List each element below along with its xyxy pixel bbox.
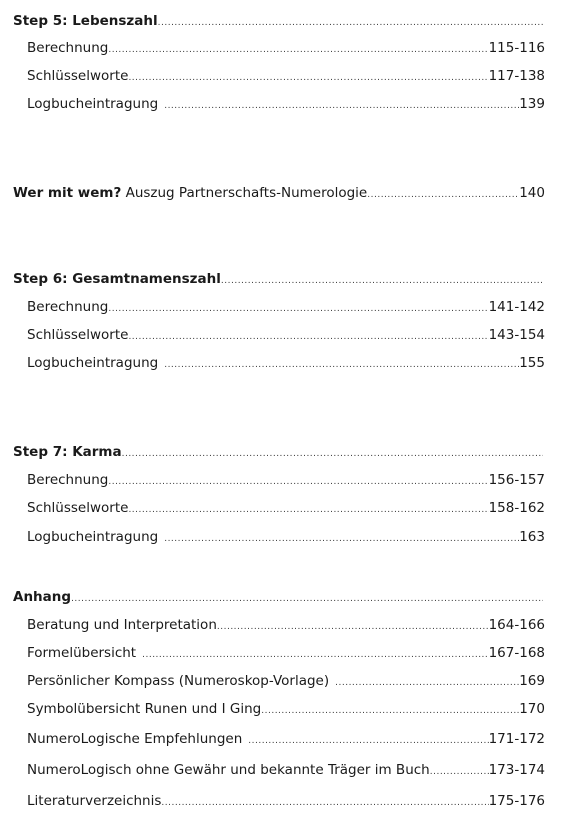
toc-entry-pages: 117-138: [488, 68, 545, 84]
toc-entry: [27, 760, 545, 780]
toc-entry-pages: 156-157: [488, 472, 545, 488]
toc-entry-title: Schlüsselworte: [27, 500, 129, 516]
dot-leader: [158, 13, 543, 33]
toc-entry-pages: 170: [519, 701, 545, 717]
toc-entry: [27, 470, 545, 490]
toc-entry-title: Beratung und Interpretation: [27, 617, 217, 633]
toc-entry-title: Symbolübersicht Runen und I Ging: [27, 701, 262, 717]
dot-leader: [71, 589, 543, 609]
toc-heading-anhang: [13, 587, 543, 607]
toc-entry-pages: 164-166: [488, 617, 545, 633]
toc-entry-title: Schlüsselworte: [27, 68, 129, 84]
toc-heading-title: Wer mit wem? Auszug Partnerschafts-Numerologie: [13, 185, 368, 201]
toc-entry-pages: 115-116: [488, 40, 545, 56]
toc-entry-pages: 163: [519, 529, 545, 545]
dot-leader: [128, 500, 488, 520]
toc-heading-title: Step 7: Karma: [13, 444, 122, 460]
dot-leader: [142, 645, 488, 665]
toc-entry-title: Formelübersicht: [27, 645, 137, 661]
toc-heading-title: Anhang: [13, 589, 72, 605]
toc-entry-pages: 169: [519, 673, 545, 689]
toc-entry-title: Schlüsselworte: [27, 327, 129, 343]
dot-leader: [161, 793, 488, 813]
toc-entry: [27, 38, 545, 58]
toc-entry: [27, 671, 545, 691]
toc-entry-pages: 141-142: [488, 299, 545, 315]
toc-entry-pages: 173-174: [488, 762, 545, 778]
dot-leader: [217, 617, 489, 637]
toc-entry: [27, 791, 545, 811]
dot-leader: [164, 529, 519, 549]
dot-leader: [128, 68, 488, 88]
toc-entry: [27, 729, 545, 749]
toc-entry-title: Logbucheintragung: [27, 96, 159, 112]
toc-entry: [27, 527, 545, 547]
toc-entry: [27, 94, 545, 114]
toc-entry: [27, 66, 545, 86]
dot-leader: [248, 731, 488, 751]
toc-entry-pages: 143-154: [488, 327, 545, 343]
toc-entry: [27, 353, 545, 373]
toc-heading-title: Step 6: Gesamtnamenszahl: [13, 271, 221, 287]
toc-entry-pages: 167-168: [488, 645, 545, 661]
toc-entry-pages: 140: [519, 185, 545, 201]
toc-entry-title: Logbucheintragung: [27, 355, 159, 371]
dot-leader: [128, 327, 488, 347]
toc-entry-title: Literaturverzeichnis: [27, 793, 162, 809]
toc-heading-partner: [13, 183, 545, 203]
dot-leader: [164, 355, 519, 375]
toc-entry-pages: 139: [519, 96, 545, 112]
dot-leader: [108, 40, 488, 60]
toc-entry-title: Berechnung: [27, 40, 109, 56]
dot-leader: [108, 472, 488, 492]
toc-entry: [27, 615, 545, 635]
dot-leader: [261, 701, 519, 721]
toc-entry-title: Persönlicher Kompass (Numeroskop-Vorlage): [27, 673, 330, 689]
toc-entry: [27, 297, 545, 317]
toc-entry: [27, 325, 545, 345]
toc-entry-pages: 175-176: [488, 793, 545, 809]
toc-heading-title: Step 5: Lebenszahl: [13, 13, 158, 29]
dot-leader: [430, 762, 489, 782]
toc-heading-step7: [13, 442, 543, 462]
toc-entry-title: NumeroLogische Empfehlungen: [27, 731, 243, 747]
dot-leader: [221, 271, 543, 291]
toc-entry: [27, 699, 545, 719]
toc-entry-title: NumeroLogisch ohne Gewähr und bekannte Träger im Buch: [27, 762, 430, 778]
toc-entry-title: Logbucheintragung: [27, 529, 159, 545]
toc-entry-title: Berechnung: [27, 472, 109, 488]
toc-entry-pages: 158-162: [488, 500, 545, 516]
toc-entry-title: Berechnung: [27, 299, 109, 315]
toc-entry: [27, 498, 545, 518]
toc-heading-step5: [13, 11, 543, 31]
dot-leader: [335, 673, 519, 693]
toc-entry-pages: 155: [519, 355, 545, 371]
dot-leader: [122, 444, 543, 464]
toc-entry: [27, 643, 545, 663]
dot-leader: [367, 185, 519, 205]
toc-entry-pages: 171-172: [488, 731, 545, 747]
dot-leader: [108, 299, 488, 319]
dot-leader: [164, 96, 519, 116]
toc-heading-step6: [13, 269, 543, 289]
